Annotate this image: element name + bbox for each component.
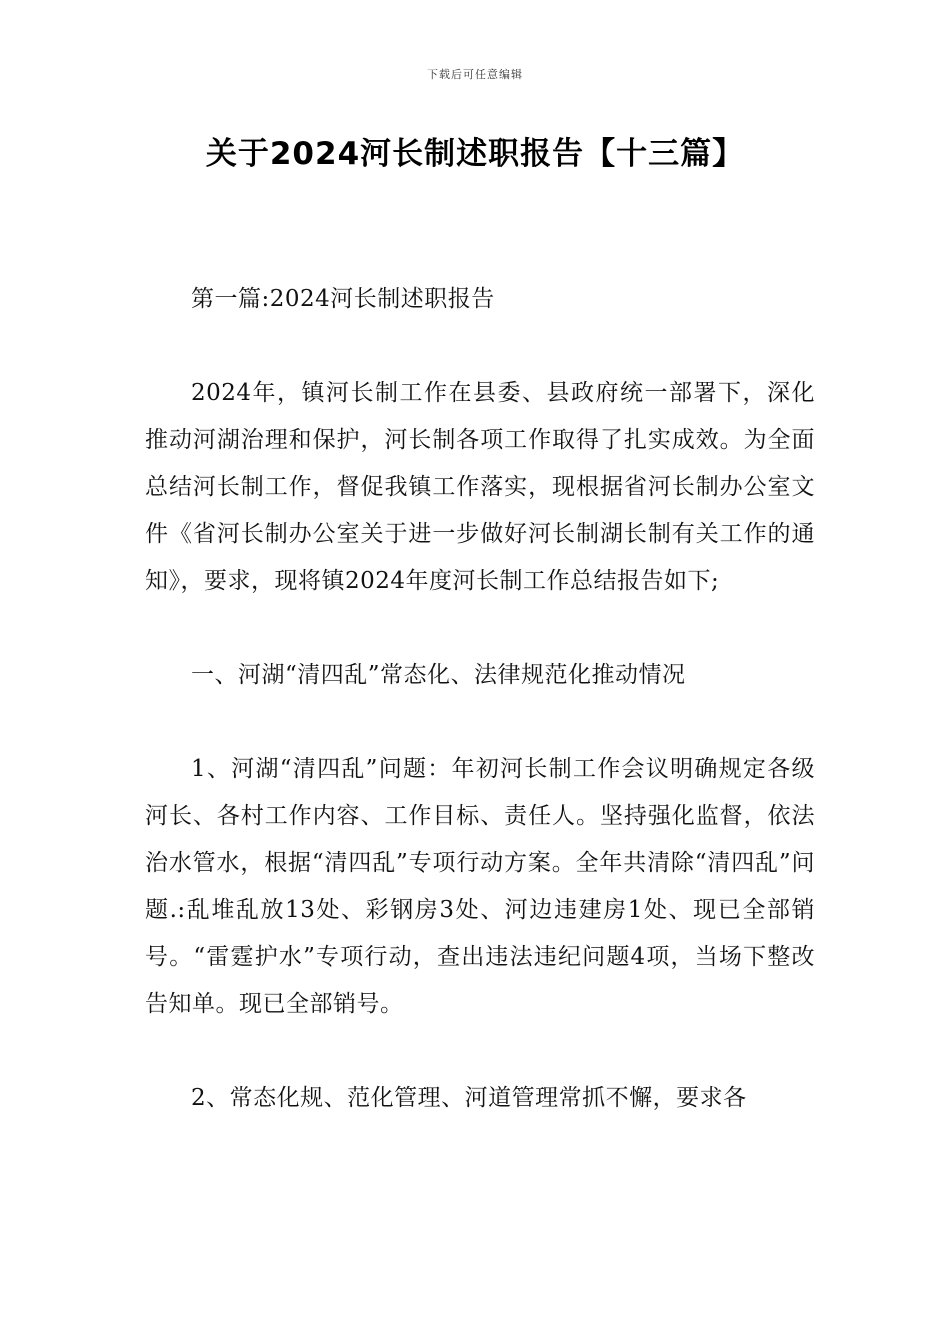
document-body (145, 276, 815, 1122)
header-note: 下载后可任意编辑 (427, 68, 523, 81)
body-paragraph: 1、河湖“清四乱”问题：年初河长制工作会议明确规定各级河长、各村工作内容、工作目标、责任人。坚持强化监督，依法治水管水，根据“清四乱”专项行动方案。全年共清除“清四乱”问题.:乱堆乱放13处、彩钢房3处、河边违建房1处、现已全部销号。“雷霆护水”专项行动，查出违法违纪问题4项，当场下整改告知单。现已全部销号。 (145, 756, 815, 1017)
section-heading: 第一篇:2024河长制述职报告 (191, 286, 495, 312)
body-paragraph: 2、常态化规、范化管理、河道管理常抓不懈，要求各 (191, 1085, 747, 1111)
document-title: 关于2024河长制述职报告【十三篇】 (205, 136, 745, 172)
intro-paragraph: 2024年，镇河长制工作在县委、县政府统一部署下，深化推动河湖治理和保护，河长制各项工作取得了扎实成效。为全面总结河长制工作，督促我镇工作落实，现根据省河长制办公室文件《省河长制办公室关于进一步做好河长制湖长制有关工作的通知》，要求，现将镇2024年度河长制工作总结报告如下; (145, 380, 815, 594)
subsection-heading: 一、河湖“清四乱”常态化、法律规范化推动情况 (191, 662, 686, 688)
